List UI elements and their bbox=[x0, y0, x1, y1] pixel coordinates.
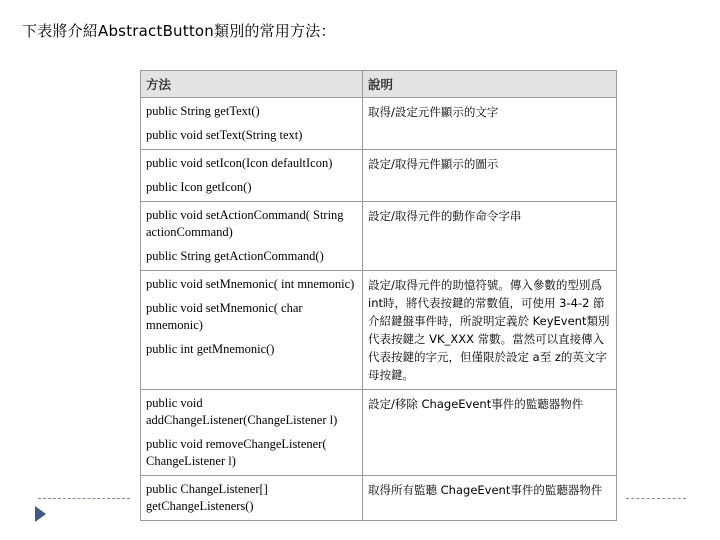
table-row bbox=[141, 271, 617, 390]
methods-table bbox=[140, 70, 617, 521]
slide-bullet-icon bbox=[35, 506, 46, 522]
method-signature: public void removeChangeListener( ChangeListener l) bbox=[146, 437, 327, 468]
method-signature: public ChangeListener[] getChangeListeners() bbox=[146, 482, 268, 513]
method-cell bbox=[141, 150, 363, 202]
description-cell: 取得/設定元件顯示的文字 bbox=[363, 98, 617, 150]
table-row bbox=[141, 150, 617, 202]
method-signature: public String getActionCommand() bbox=[146, 249, 324, 263]
method-cell bbox=[141, 476, 363, 521]
method-cell bbox=[141, 202, 363, 271]
method-signature: public void setIcon(Icon defaultIcon) bbox=[146, 156, 333, 170]
column-header-description: 說明 bbox=[363, 71, 617, 98]
method-signature: public Icon getIcon() bbox=[146, 180, 252, 194]
divider-right bbox=[626, 498, 686, 499]
table-row bbox=[141, 390, 617, 476]
table-row bbox=[141, 476, 617, 521]
table-header-row bbox=[141, 71, 617, 98]
method-signature: public int getMnemonic() bbox=[146, 342, 275, 356]
divider-left bbox=[38, 498, 130, 499]
method-signature: public void setActionCommand( String actionCommand) bbox=[146, 208, 344, 239]
method-signature: public void setText(String text) bbox=[146, 128, 303, 142]
method-cell bbox=[141, 98, 363, 150]
description-cell: 取得所有監聽 ChageEvent事件的監聽器物件 bbox=[363, 476, 617, 521]
description-cell: 設定/取得元件的動作命令字串 bbox=[363, 202, 617, 271]
method-signature: public void setMnemonic( char mnemonic) bbox=[146, 301, 303, 332]
method-signature: public String getText() bbox=[146, 104, 260, 118]
method-cell bbox=[141, 271, 363, 390]
method-cell bbox=[141, 390, 363, 476]
table-row bbox=[141, 202, 617, 271]
method-signature: public void addChangeListener(ChangeListener l) bbox=[146, 396, 338, 427]
description-cell: 設定/移除 ChageEvent事件的監聽器物件 bbox=[363, 390, 617, 476]
description-cell: 設定/取得元件的助憶符號。傳入參數的型別爲 int時，將代表按鍵的常數值，可使用 3-4-2 節介紹鍵盤事件時，所說明定義於 KeyEvent類別代表按鍵之 VK_XXX 常數。當然可以直接傳入代表按鍵的字元，但僅限於設定 a至 z的英文字母按鍵。 bbox=[363, 271, 617, 390]
methods-table-container bbox=[140, 70, 616, 521]
column-header-method: 方法 bbox=[141, 71, 363, 98]
description-cell: 設定/取得元件顯示的圖示 bbox=[363, 150, 617, 202]
page-heading: 下表將介紹AbstractButton類別的常用方法： bbox=[22, 22, 336, 40]
table-row bbox=[141, 98, 617, 150]
method-signature: public void setMnemonic( int mnemonic) bbox=[146, 277, 355, 291]
